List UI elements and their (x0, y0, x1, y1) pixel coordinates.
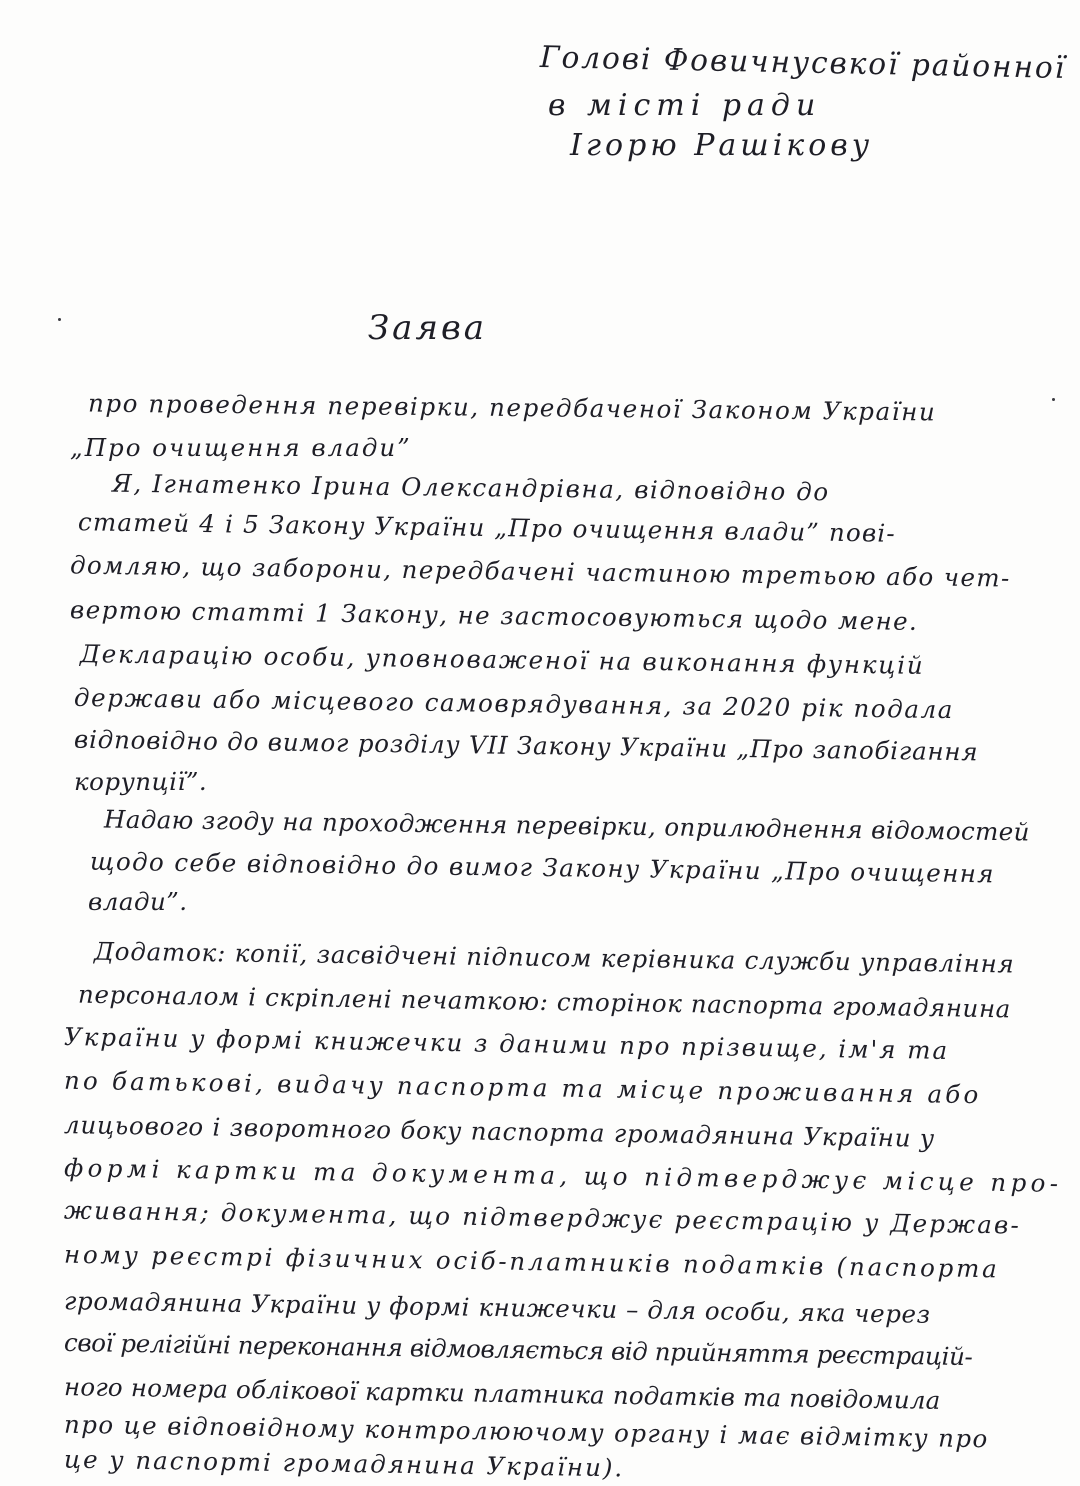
body-line: домляю, що заборони, передбачені частиною третьою або чет- (69, 550, 1011, 593)
body-line: Декларацію особи, уповноваженої на виконання функцій (79, 639, 925, 680)
body-line: персоналом і скріплені печаткою: сторінок паспорта громадянина (77, 979, 1012, 1024)
body-line: формі картки та документа, що підтверджує місце про- (63, 1153, 1063, 1198)
body-line: Надаю згоду на проходження перевірки, оприлюднення відомостей (103, 804, 1031, 847)
body-line: по батькові, видачу паспорта та місце проживання або (63, 1065, 982, 1110)
body-line: вертою статті 1 Закону, не застосовуються щодо мене. (69, 595, 919, 636)
body-line: ному реєстрі фізичних осіб-платників податків (паспорта (63, 1239, 1000, 1284)
body-line: „Про очищення влади” (70, 433, 412, 462)
body-line: Я, Ігнатенко Ірина Олександрівна, відповідно до (111, 468, 830, 507)
body-line: громадянина України у формі книжечки – для особи, яка через (63, 1286, 931, 1329)
body-line: свої релігійні переконання відмовляється від прийняття реєстрацій- (63, 1327, 973, 1372)
addressee-line-1: Голові Фовичнусвкої районної (539, 40, 1067, 87)
body-line: статей 4 і 5 Закону України „Про очищення влади” пові- (77, 507, 897, 548)
body-line: про це відповідному контролюючому органу і має відмітку про (63, 1409, 989, 1454)
body-line: це у паспорті громадянина України). (63, 1444, 625, 1483)
body-line: ного номера облікової картки платника податків та повідомила (63, 1372, 941, 1415)
body-line: відповідно до вимог розділу VII Закону України „Про запобігання (73, 724, 979, 767)
body-line: живання; документа, що підтверджує реєстрацію у Держав- (63, 1195, 1022, 1240)
body-line: України у формі книжечки з даними про прізвище, ім'я та (63, 1022, 950, 1065)
document-title: Заява (368, 308, 488, 348)
body-line: держави або місцевого самоврядування, за 2020 рік подала (73, 682, 955, 725)
body-line: щодо себе відповідно до вимог Закону України „Про очищення (89, 846, 996, 889)
scan-speck (58, 318, 61, 321)
body-line: лицьового і зворотного боку паспорта громадянина України у (63, 1110, 936, 1153)
body-line: Додаток: копії, засвідчені підписом керівника служби управління (93, 936, 1015, 979)
scan-speck (1052, 398, 1055, 401)
body-line: влади”. (88, 887, 188, 916)
addressee-line-2: в місті ради (548, 88, 822, 123)
body-line: про проведення перевірки, передбаченої Законом України (87, 388, 937, 427)
body-line: корупції”. (74, 767, 208, 796)
addressee-line-3: Ігорю Рашікову (570, 128, 874, 163)
